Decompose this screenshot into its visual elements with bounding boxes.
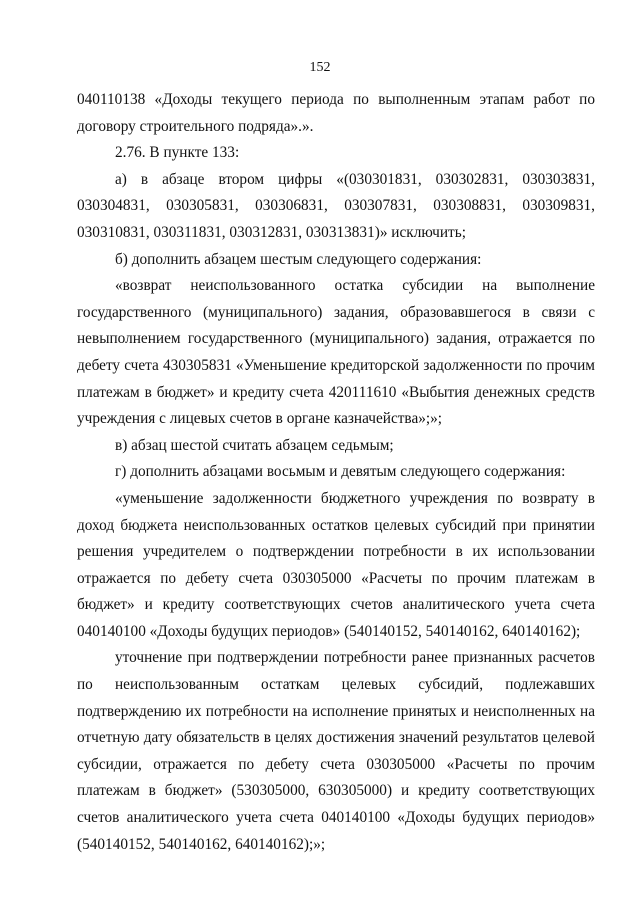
- paragraph-item-b: б) дополнить абзацем шестым следующего содержания:: [115, 250, 482, 268]
- paragraph-item-g: г) дополнить абзацами восьмым и девятым следующего содержания:: [115, 463, 566, 481]
- paragraph-clarification: уточнение при подтверждении потребности ранее признанных расчетов по неиспользованным остаткам целевых субсидий, подлежавших подтверждению их потребности на исполнение принятых и неисполненных на отчетную дату обязательств в целях достижения значений результатов целевой субсидии, отражается по дебету счета 030305000 «Расчеты по прочим платежам в бюджет» (530305000, 630305000) и кредиту соответствующих счетов аналитического учета счета 040140100 «Доходы будущих периодов» (540140152, 540140162, 640140162);»;: [77, 649, 595, 853]
- page-number: 152: [309, 60, 331, 75]
- paragraph-account-040110138: 040110138 «Доходы текущего периода по выполненным этапам работ по договору строительного подряда».».: [77, 91, 595, 135]
- paragraph-item-v: в) абзац шестой считать абзацем седьмым;: [115, 436, 394, 454]
- paragraph-item-a: а) в абзаце втором цифры «(030301831, 030302831, 030303831, 030304831, 030305831, 030306831, 030307831, 030308831, 030309831, 030310831, 030311831, 030312831, 030313831)» исключить;: [77, 170, 595, 241]
- document-body: [77, 87, 595, 858]
- paragraph-clause-2-76: 2.76. В пункте 133:: [115, 144, 240, 162]
- paragraph-debt-reduction: «уменьшение задолженности бюджетного учреждения по возврату в доход бюджета неиспользованных остатков целевых субсидий при принятии решения учредителем о подтверждении потребности в их использовании отражается по дебету счета 030305000 «Расчеты по прочим платежам в бюджет» и кредиту соответствующих счетов аналитического учета счета 040140100 «Доходы будущих периодов» (540140152, 540140162, 640140162);: [77, 489, 595, 640]
- paragraph-subsidy-return: «возврат неиспользованного остатка субсидии на выполнение государственного (муниципального) задания, образовавшегося в связи с невыполнением государственного (муниципального) задания, отражается по дебету счета 430305831 «Уменьшение кредиторской задолженности по прочим платежам в бюджет» и кредиту счета 420111610 «Выбытия денежных средств учреждения с лицевых счетов в органе казначейства»;»;: [77, 277, 595, 428]
